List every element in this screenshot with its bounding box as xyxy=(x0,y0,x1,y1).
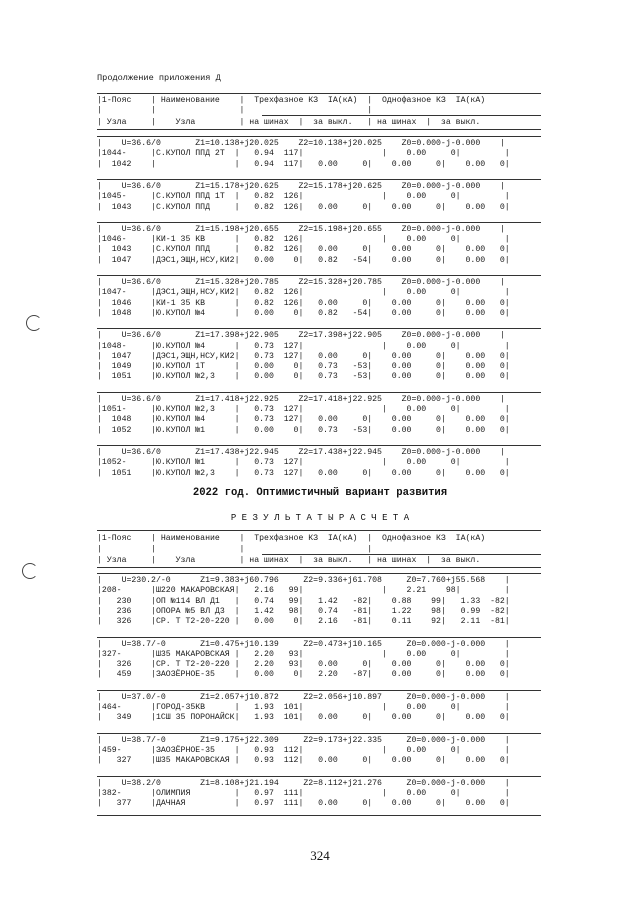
table2-node-row: | 349 |1СШ 35 ПОРОНАЙСК| 1.93 101| 0.00 0| 0.00 0| 0.00 0| xyxy=(97,713,510,723)
table1-block-separator xyxy=(97,445,541,446)
table2-impedance-line: | U=38.2/0 Z1=8.108+j21.194 Z2=8.112+j21.276 Z0=0.000-j-0.000 | xyxy=(97,778,510,788)
table2-block-separator xyxy=(97,690,541,691)
table2-block-separator xyxy=(97,637,541,638)
table2-end-rule xyxy=(97,815,541,816)
table1-node-row: |1052- |Ю.КУПОЛ №1 | 0.73 127| | 0.00 0| | xyxy=(97,458,510,468)
table1-node-row: | 1047 |ДЭС1,ЭЩН,НСУ,КИ2| 0.00 0| 0.82 -54| 0.00 0| 0.00 0| xyxy=(97,255,510,265)
table1-impedance-line: | U=36.6/0 Z1=10.138+j20.025 Z2=10.138+j20.025 Z0=0.000-j-0.000 | xyxy=(97,139,505,148)
table2-impedance-line: | U=38.7/-0 Z1=0.475+j10.139 Z2=0.473+j10.165 Z0=0.000-j-0.000 | xyxy=(97,639,510,649)
table1-impedance-line: | U=36.6/0 Z1=15.328+j20.785 Z2=15.328+j20.785 Z0=0.000-j-0.000 | xyxy=(97,278,505,287)
table2-node-row: |459- |ЗАОЗЁРНОЕ-35 | 0.93 112| | 0.00 0| | xyxy=(97,745,510,755)
table1-node-row: | 1052 |Ю.КУПОЛ №1 | 0.00 0| 0.73 -53| 0.00 0| 0.00 0| xyxy=(97,425,510,435)
table2-node-row: |327- |Ш35 МАКАРОВСКАЯ | 2.20 93| | 0.00 0| | xyxy=(97,649,510,659)
table1-node-row: | 1047 |ДЭС1,ЭЩН,НСУ,КИ2| 0.73 127| 0.00 0| 0.00 0| 0.00 0| xyxy=(97,351,510,361)
table1-top-rule xyxy=(97,93,541,94)
table1-impedance-line: | U=36.6/0 Z1=15.198+j20.655 Z2=15.198+j20.655 Z0=0.000-j-0.000 | xyxy=(97,224,505,234)
binder-hole-mark xyxy=(22,563,38,579)
table2-node-row: | 326 |СР. Т Т2-20-220 | 2.20 93| 0.00 0| 0.00 0| 0.00 0| xyxy=(97,660,510,670)
running-head: Продолжение приложения Д xyxy=(97,73,221,83)
table1-block-separator xyxy=(97,136,541,137)
table2-node-row: | 377 |ДАЧНАЯ | 0.97 111| 0.00 0| 0.00 0| 0.00 0| xyxy=(97,799,510,809)
table1-node-row: |1045- |С.КУПОЛ ППД 1Т | 0.82 126| | 0.00 0| | xyxy=(97,192,510,202)
table2-node-row: | 326 |СР. Т Т2-20-220 | 0.00 0| 2.16 -81| 0.11 92| 2.11 -81| xyxy=(97,617,510,627)
page-number: 324 xyxy=(310,848,330,863)
binder-hole-mark xyxy=(26,315,42,331)
table1-node-row: | 1048 |Ю.КУПОЛ №4 | 0.73 127| 0.00 0| 0.00 0| 0.00 0| xyxy=(97,415,510,425)
table1-impedance-line: | U=36.6/0 Z1=17.398+j22.905 Z2=17.398+j22.905 Z0=0.000-j-0.000 | xyxy=(97,331,505,341)
table1-impedance-line: | U=36.6/0 Z1=17.438+j22.945 Z2=17.438+j22.945 Z0=0.000-j-0.000 | xyxy=(97,447,505,457)
table1-block-separator xyxy=(97,179,541,180)
table1-node-row: |1048- |Ю.КУПОЛ №4 | 0.73 127| | 0.00 0| | xyxy=(97,341,510,351)
table2-block-separator xyxy=(97,573,541,574)
table2-node-row: |208- |Ш220 МАКАРОВСКАЯ| 2.16 99| | 2.21 98| | xyxy=(97,586,510,596)
table1-node-row: |1044- |С.КУПОЛ ППД 2Т | 0.94 117| | 0.00 0| | xyxy=(97,149,510,159)
results-title: Р Е З У Л Ь Т А Т Ы Р А С Ч Е Т А xyxy=(230,513,410,523)
table1-header-mid-rule xyxy=(262,115,541,116)
table2-top-rule xyxy=(97,530,541,531)
table2-impedance-line: | U=38.7/-0 Z1=9.175+j22.309 Z2=9.173+j22.335 Z0=0.000-j-0.000 | xyxy=(97,735,510,745)
table2-header-line-1: |1-Пояс | Наименование | Трехфазное КЗ IA(кА) | Однофазное КЗ IA(кА) xyxy=(97,534,486,543)
table2-impedance-line: | U=230.2/-0 Z1=9.383+j60.796 Z2=9.336+j61.708 Z0=7.760+j55.568 | xyxy=(97,576,510,585)
table1-block-separator xyxy=(97,275,541,276)
table1-node-row: | 1051 |Ю.КУПОЛ №2,3 | 0.73 127| 0.00 0| 0.00 0| 0.00 0| xyxy=(97,468,510,478)
table1-header-bottom-rule xyxy=(97,129,541,130)
table1-node-row: |1051- |Ю.КУПОЛ №2,3 | 0.73 127| | 0.00 0| | xyxy=(97,405,510,414)
table1-node-row: | 1042 | | 0.94 117| 0.00 0| 0.00 0| 0.00 0| xyxy=(97,159,510,169)
table1-impedance-line: | U=36.6/0 Z1=15.178+j20.625 Z2=15.178+j20.625 Z0=0.000-j-0.000 | xyxy=(97,181,505,191)
table1-header-line-2: | | | | xyxy=(97,106,373,115)
table2-node-row: | 459 |ЗАОЗЁРНОЕ-35 | 0.00 0| 2.20 -87| 0.00 0| 0.00 0| xyxy=(97,670,510,680)
table1-block-separator xyxy=(97,328,541,329)
table1-block-separator xyxy=(97,222,541,223)
table2-block-separator xyxy=(97,776,541,777)
table1-node-row: | 1049 |Ю.КУПОЛ 1Т | 0.00 0| 0.73 -53| 0.00 0| 0.00 0| xyxy=(97,362,510,372)
table1-node-row: | 1048 |Ю.КУПОЛ №4 | 0.00 0| 0.82 -54| 0.00 0| 0.00 0| xyxy=(97,308,510,318)
table1-node-row: | 1051 |Ю.КУПОЛ №2,3 | 0.00 0| 0.73 -53| 0.00 0| 0.00 0| xyxy=(97,372,510,382)
table2-block-separator xyxy=(97,733,541,734)
table2-header-line-3: | Узла | Узла | на шинах | за выкл. | на шинах | за выкл. xyxy=(97,556,481,565)
table2-node-row: | 236 |ОПОРА №5 ВЛ Д3 | 1.42 98| 0.74 -81| 1.22 98| 0.99 -82| xyxy=(97,606,510,616)
table1-header-line-1: |1-Пояс | Наименование | Трехфазное КЗ IA(кА) | Однофазное КЗ IA(кА) xyxy=(97,96,486,105)
table1-node-row: |1046- |КИ-1 35 КВ | 0.82 126| | 0.00 0| | xyxy=(97,235,510,245)
table2-node-row: | 327 |Ш35 МАКАРОВСКАЯ | 0.93 112| 0.00 0| 0.00 0| 0.00 0| xyxy=(97,756,510,766)
table2-header-bottom-rule xyxy=(97,567,541,568)
table1-block-separator xyxy=(97,392,541,393)
table1-node-row: | 1043 |С.КУПОЛ ППД | 0.82 126| 0.00 0| 0.00 0| 0.00 0| xyxy=(97,202,510,212)
table1-impedance-line: | U=36.6/0 Z1=17.418+j22.925 Z2=17.418+j22.925 Z0=0.000-j-0.000 | xyxy=(97,394,505,404)
table1-node-row: |1047- |ДЭС1,ЭЩН,НСУ,КИ2| 0.82 126| | 0.00 0| | xyxy=(97,288,510,298)
table2-node-row: |382- |ОЛИМПИЯ | 0.97 111| | 0.00 0| | xyxy=(97,788,510,798)
table1-header-line-3: | Узла | Узла | на шинах | за выкл. | на шинах | за выкл. xyxy=(97,118,481,127)
table1-node-row: | 1046 |КИ-1 35 КВ | 0.82 126| 0.00 0| 0.00 0| 0.00 0| xyxy=(97,298,510,308)
table2-node-row: |464- |ГОРОД-35КВ | 1.93 101| | 0.00 0| | xyxy=(97,703,510,712)
table2-node-row: | 230 |ОП №114 ВЛ Д1 | 0.74 99| 1.42 -82| 0.88 99| 1.33 -82| xyxy=(97,596,510,606)
table1-node-row: | 1043 |С.КУПОЛ ППД | 0.82 126| 0.00 0| 0.00 0| 0.00 0| xyxy=(97,245,510,255)
table2-impedance-line: | U=37.0/-0 Z1=2.057+j10.872 Z2=2.056+j10.897 Z0=0.000-j-0.000 | xyxy=(97,692,510,702)
table2-header-mid-rule xyxy=(262,554,541,555)
table2-header-line-2: | | | | xyxy=(97,545,373,554)
section-title: 2022 год. Оптимистичный вариант развития xyxy=(192,487,448,499)
